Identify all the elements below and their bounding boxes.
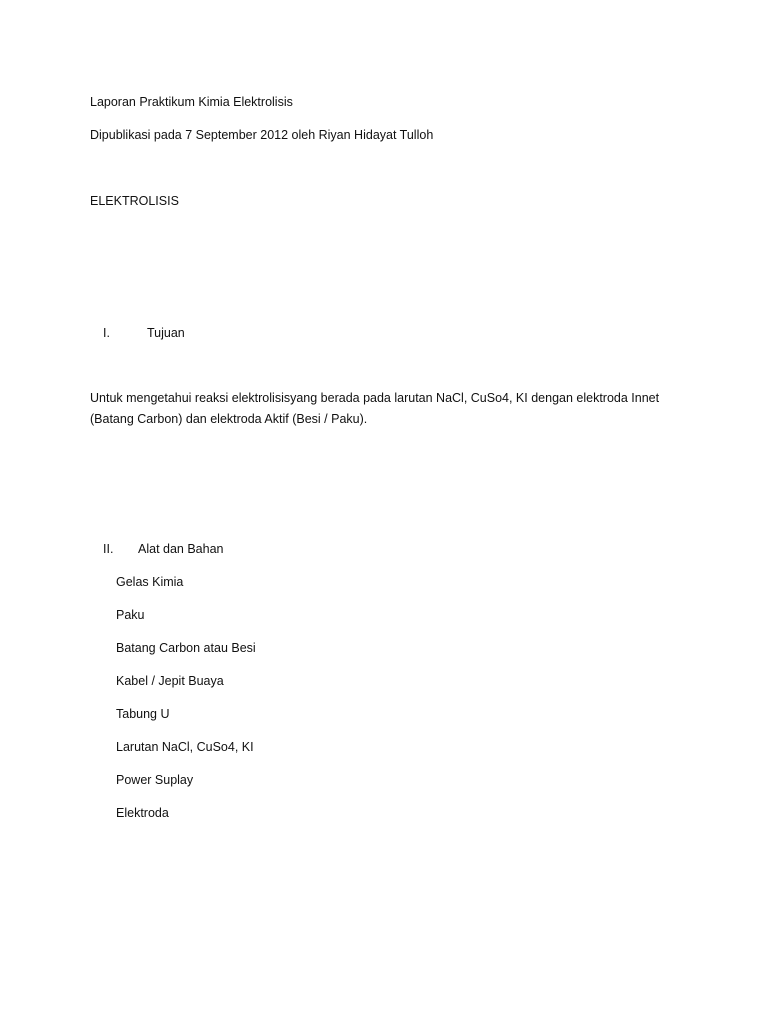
section-title: Alat dan Bahan [138,542,224,556]
document-heading: ELEKTROLISIS [90,194,179,208]
document-byline: Dipublikasi pada 7 September 2012 oleh Riyan Hidayat Tulloh [90,128,434,142]
paragraph-line: Untuk mengetahui reaksi elektrolisisyang berada pada larutan NaCl, CuSo4, KI dengan elektroda Innet [90,391,660,405]
list-item: Larutan NaCl, CuSo4, KI [116,740,254,754]
section-number: I. [103,326,110,340]
list-item: Power Suplay [116,773,194,787]
list-item: Tabung U [116,707,170,721]
list-item: Batang Carbon atau Besi [116,641,256,655]
list-item: Gelas Kimia [116,575,184,589]
list-item: Kabel / Jepit Buaya [116,674,224,688]
list-item: Paku [116,608,145,622]
list-item: Elektroda [116,806,169,820]
section-title: Tujuan [147,326,185,340]
paragraph-line: (Batang Carbon) dan elektroda Aktif (Besi / Paku). [90,412,368,426]
section-number: II. [103,542,114,556]
section-paragraph [90,388,690,430]
document-title: Laporan Praktikum Kimia Elektrolisis [90,95,293,109]
